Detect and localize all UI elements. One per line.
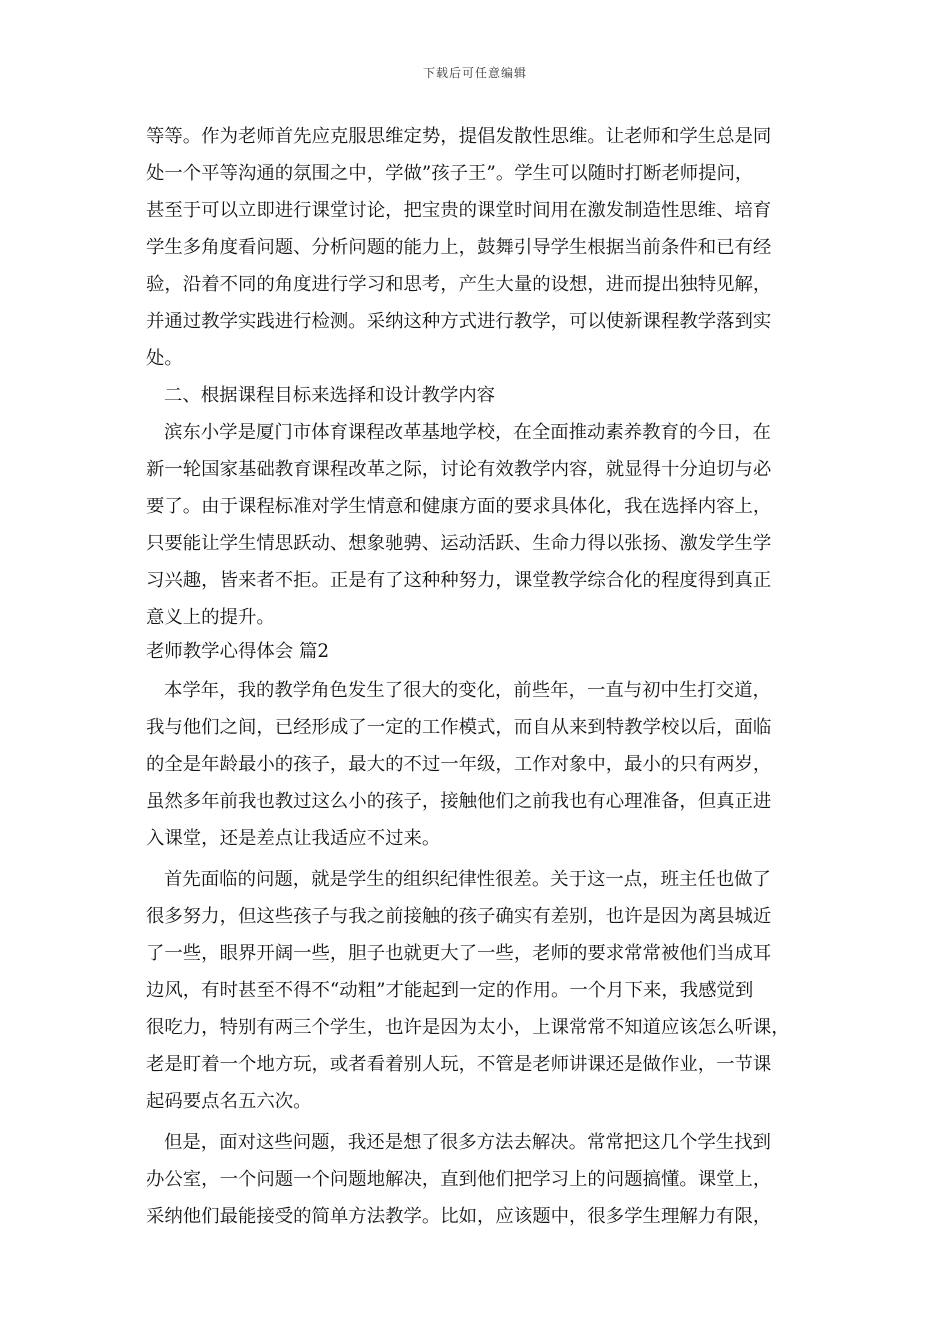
- paragraph-1: [146, 118, 822, 377]
- paragraph-line: 处。: [146, 348, 183, 369]
- paragraph-line: 了一些，眼界开阔一些，胆子也就更大了一些，老师的要求常常被他们当成耳: [146, 943, 772, 964]
- paragraph-line: 只要能让学生情思跃动、想象驰骋、运动活跃、生命力得以张扬、激发学生学: [146, 533, 772, 554]
- paragraph-2: [146, 414, 822, 636]
- paragraph-line: 很吃力，特别有两三个学生，也许是因为太小，上课常常不知道应该怎么听课，: [146, 1017, 790, 1038]
- paragraph-line: 习兴趣，皆来者不拒。正是有了这种种努力，课堂教学综合化的程度得到真正: [146, 570, 772, 591]
- section-heading: 二、根据课程目标来选择和设计教学内容: [164, 385, 496, 406]
- paragraph-3: [146, 672, 822, 857]
- document-body: [146, 118, 822, 1235]
- paragraph-line: 意义上的提升。: [146, 607, 275, 628]
- article-title: 老师教学心得体会 篇2: [146, 641, 330, 662]
- paragraph-line: 滨东小学是厦门市体育课程改革基地学校，在全面推动素养教育的今日，在: [164, 422, 771, 443]
- paragraph-line: 老是盯着一个地方玩，或者看着别人玩，不管是老师讲课还是做作业，一节课: [146, 1054, 772, 1075]
- paragraph-line: 验，沿着不同的角度进行学习和思考，产生大量的设想，进而提出独特见解，: [146, 274, 772, 295]
- paragraph-line: 甚至于可以立即进行课堂讨论，把宝贵的课堂时间用在激发制造性思维、培育: [146, 200, 772, 221]
- paragraph-line: 但是，面对这些问题，我还是想了很多方法去解决。常常把这几个学生找到: [164, 1132, 771, 1153]
- paragraph-line: 边风，有时甚至不得不“动粗”才能起到一定的作用。一个月下来，我感觉到: [146, 980, 754, 1001]
- paragraph-line: 学生多角度看问题、分析问题的能力上，鼓舞引导学生根据当前条件和已有经: [146, 237, 772, 258]
- paragraph-line: 虽然多年前我也教过这么小的孩子，接触他们之前我也有心理准备，但真正进: [146, 791, 772, 812]
- page-header-note: 下载后可任意编辑: [422, 66, 527, 80]
- paragraph-line: 并通过教学实践进行检测。采纳这种方式进行教学，可以使新课程教学落到实: [146, 311, 772, 332]
- paragraph-line: 新一轮国家基础教育课程改革之际，讨论有效教学内容，就显得十分迫切与必: [146, 459, 772, 480]
- paragraph-line: 首先面临的问题，就是学生的组织纪律性很差。关于这一点，班主任也做了: [164, 869, 771, 890]
- paragraph-line: 等等。作为老师首先应克服思维定势，提倡发散性思维。让老师和学生总是同: [146, 126, 772, 147]
- paragraph-line: 很多努力，但这些孩子与我之前接触的孩子确实有差别，也许是因为离县城近: [146, 906, 772, 927]
- paragraph-line: 本学年，我的教学角色发生了很大的变化，前些年，一直与初中生打交道，: [164, 680, 771, 701]
- paragraph-line: 我与他们之间，已经形成了一定的工作模式，而自从来到特教学校以后，面临: [146, 717, 772, 738]
- paragraph-4: [146, 861, 822, 1120]
- paragraph-line: 要了。由于课程标准对学生情意和健康方面的要求具体化，我在选择内容上，: [146, 496, 772, 517]
- paragraph-line: 起码要点名五六次。: [146, 1091, 312, 1112]
- paragraph-line: 办公室，一个问题一个问题地解决，直到他们把学习上的问题搞懂。课堂上，: [146, 1169, 772, 1190]
- paragraph-line: 处一个平等沟通的氛围之中，学做”孩子王”。学生可以随时打断老师提问，: [146, 163, 754, 184]
- paragraph-line: 采纳他们最能接受的简单方法教学。比如，应该题中，很多学生理解力有限，: [146, 1206, 772, 1227]
- paragraph-5: [146, 1124, 822, 1235]
- paragraph-line: 入课堂，还是差点让我适应不过来。: [146, 828, 441, 849]
- paragraph-line: 的全是年龄最小的孩子，最大的不过一年级，工作对象中，最小的只有两岁，: [146, 754, 772, 775]
